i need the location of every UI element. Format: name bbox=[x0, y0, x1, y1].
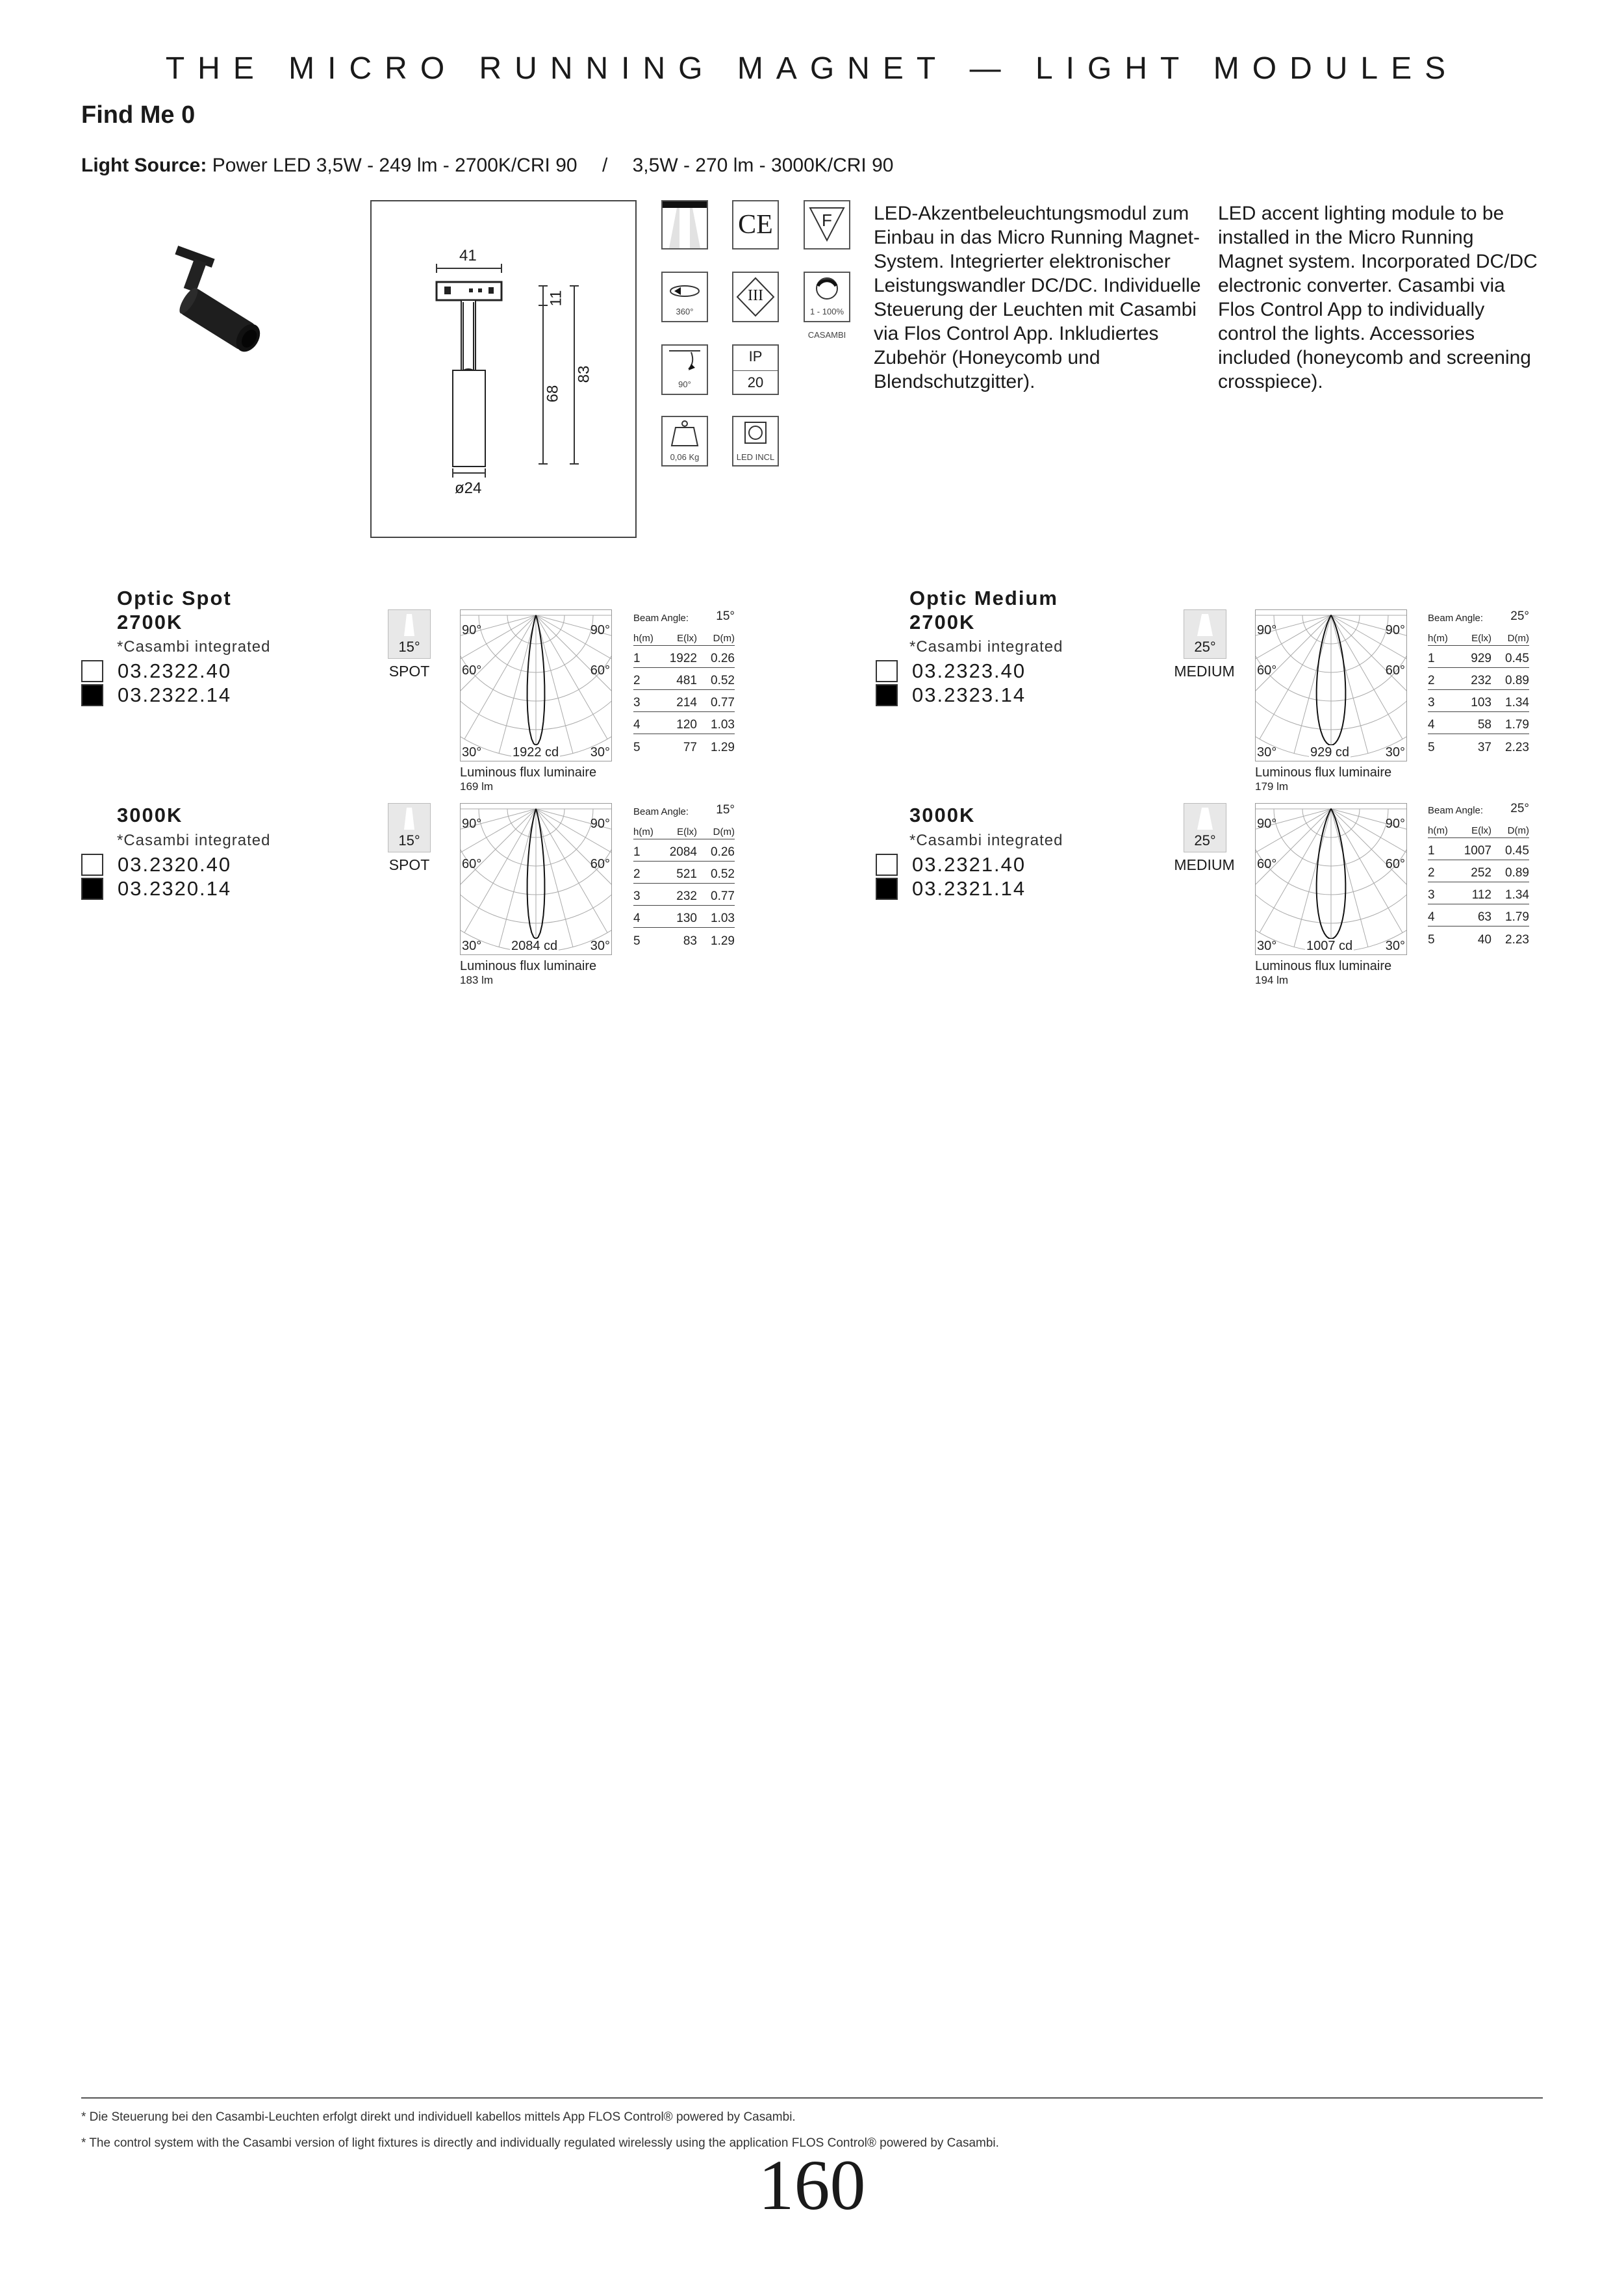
code-row-white bbox=[876, 659, 1026, 683]
rotation-icon: 360° bbox=[661, 272, 708, 322]
f-mark-icon: F bbox=[804, 200, 850, 249]
angle-label-30-right: 30° bbox=[590, 745, 610, 760]
variant-title: Optic Medium bbox=[909, 587, 1058, 609]
beam-angle-label: Beam Angle: bbox=[633, 806, 689, 817]
beam-name: SPOT bbox=[388, 856, 430, 873]
flux-label: Luminous flux luminaire bbox=[1255, 959, 1392, 973]
light-source-b: 3,5W - 270 lm - 3000K/CRI 90 bbox=[632, 155, 894, 176]
product-code: 03.2323.14 bbox=[912, 683, 1026, 706]
white-swatch bbox=[81, 660, 103, 682]
variant-cct: 3000K bbox=[117, 804, 183, 826]
luminous-flux bbox=[460, 959, 596, 988]
beam-angle-value: 25° bbox=[1510, 609, 1529, 623]
casambi-integrated-note: *Casambi integrated bbox=[909, 638, 1063, 656]
class-three-icon: III bbox=[732, 272, 779, 322]
table-row: 1 2084 0.26 bbox=[633, 839, 735, 862]
description-german: LED-Akzentbeleuchtungsmodul zum Einbau in das Micro Running Magnet-System. Integrierter elektronischer Leistungswandler DC/DC. Individuelle Steuerung der Leuchten mit Casambi via Flos Control App. Inkludiertes Zubehör (Honeycomb und Blendschutzgitter). bbox=[874, 203, 1201, 392]
dim-height-mid: 68 bbox=[544, 385, 562, 403]
angle-label-30-right: 30° bbox=[1385, 939, 1405, 953]
table-row: 1 929 0.45 bbox=[1428, 646, 1529, 668]
angle-label-30-left: 30° bbox=[462, 745, 482, 760]
angle-label-90-left: 90° bbox=[1257, 623, 1277, 637]
black-swatch bbox=[81, 878, 103, 900]
angle-label-90-left: 90° bbox=[462, 623, 482, 637]
variant-cct: 2700K bbox=[117, 611, 183, 633]
led-included-icon: LED INCL bbox=[732, 416, 779, 466]
ce-mark-icon: CE bbox=[732, 200, 779, 249]
table-row: 4 120 1.03 bbox=[633, 712, 735, 734]
luminous-flux bbox=[460, 765, 596, 794]
product-name: Find Me 0 bbox=[81, 101, 196, 129]
dimming-icon: 1 - 100% bbox=[804, 272, 850, 322]
beam-name: MEDIUM bbox=[1174, 663, 1235, 680]
footnote-german: * Die Steuerung bei den Casambi-Leuchten erfolgt direkt und individuell kabellos mittels App FLOS Control® powered by Casambi. bbox=[81, 2110, 796, 2124]
table-row: 1 1007 0.45 bbox=[1428, 838, 1529, 860]
white-swatch bbox=[81, 854, 103, 876]
angle-label-30-left: 30° bbox=[462, 939, 482, 953]
table-header: h(m) E(lx) D(m) bbox=[1428, 816, 1529, 838]
angle-label-60-right: 60° bbox=[590, 857, 610, 871]
casambi-integrated-note: *Casambi integrated bbox=[909, 832, 1063, 849]
beam-angle-row bbox=[633, 604, 735, 624]
white-swatch bbox=[876, 854, 898, 876]
casambi-integrated-note: *Casambi integrated bbox=[117, 638, 271, 656]
flux-value: 194 lm bbox=[1255, 974, 1289, 986]
angle-label-30-right: 30° bbox=[590, 939, 610, 953]
flux-value: 179 lm bbox=[1255, 780, 1289, 793]
polar-diagram bbox=[1255, 803, 1407, 955]
candela-value: 2084 cd bbox=[511, 939, 558, 953]
polar-curve bbox=[1256, 610, 1406, 761]
table-row: 3 214 0.77 bbox=[633, 690, 735, 712]
code-row-black bbox=[876, 877, 1026, 901]
casambi-label: CASAMBI bbox=[807, 330, 846, 340]
angle-label-60-left: 60° bbox=[462, 663, 482, 678]
polar-curve bbox=[1256, 804, 1406, 954]
dim-diameter: ø24 bbox=[455, 479, 482, 497]
table-row: 2 521 0.52 bbox=[633, 862, 735, 884]
table-header: h(m) E(lx) D(m) bbox=[633, 624, 735, 646]
beam-name: MEDIUM bbox=[1174, 856, 1235, 873]
photometric-table bbox=[633, 798, 735, 950]
beam-icon: 25° bbox=[1184, 609, 1226, 659]
dim-height-small: 11 bbox=[547, 290, 565, 307]
beam-name: SPOT bbox=[388, 663, 430, 680]
ip-divider bbox=[733, 370, 778, 371]
footnote-english: * The control system with the Casambi version of light fixtures is directly and individually regulated wirelessly using the application FLOS Control® powered by Casambi. bbox=[81, 2136, 999, 2150]
page-number: 160 bbox=[758, 2145, 866, 2225]
beam-angle-label: Beam Angle: bbox=[1428, 805, 1484, 816]
beam-icon: 15° bbox=[388, 609, 431, 659]
table-row: 3 112 1.34 bbox=[1428, 882, 1529, 904]
table-row: 4 63 1.79 bbox=[1428, 904, 1529, 926]
product-code: 03.2320.40 bbox=[118, 853, 232, 876]
polar-curve bbox=[461, 610, 611, 761]
angle-label-30-right: 30° bbox=[1385, 745, 1405, 760]
table-header: h(m) E(lx) D(m) bbox=[1428, 624, 1529, 646]
table-row: 5 77 1.29 bbox=[633, 741, 735, 754]
flux-value: 169 lm bbox=[460, 780, 494, 793]
candela-value: 929 cd bbox=[1310, 745, 1350, 760]
product-code: 03.2322.40 bbox=[118, 659, 232, 682]
polar-diagram bbox=[460, 803, 612, 955]
candela-value: 1007 cd bbox=[1306, 939, 1353, 953]
table-row: 3 103 1.34 bbox=[1428, 690, 1529, 712]
light-source-label: Light Source: bbox=[81, 155, 207, 176]
product-photo bbox=[156, 240, 273, 370]
variant-title: Optic Spot bbox=[117, 587, 232, 609]
light-source-a: Power LED 3,5W - 249 lm - 2700K/CRI 90 bbox=[212, 155, 577, 176]
ip-rating-icon: IP 20 bbox=[732, 344, 779, 395]
angle-label-60-left: 60° bbox=[462, 857, 482, 871]
beam-angle-label: Beam Angle: bbox=[633, 613, 689, 624]
page-title: THE MICRO RUNNING MAGNET — LIGHT MODULES bbox=[165, 51, 1459, 86]
table-row: 5 37 2.23 bbox=[1428, 741, 1529, 754]
table-row: 2 252 0.89 bbox=[1428, 860, 1529, 882]
drawing-lines bbox=[372, 201, 635, 537]
table-row: 2 481 0.52 bbox=[633, 668, 735, 690]
spot-mount-icon bbox=[661, 200, 708, 249]
dim-width: 41 bbox=[459, 247, 477, 264]
table-row: 4 130 1.03 bbox=[633, 906, 735, 928]
technical-drawing bbox=[370, 200, 637, 538]
variant-cct: 2700K bbox=[909, 611, 976, 633]
code-row-black bbox=[81, 683, 231, 707]
table-row: 1 1922 0.26 bbox=[633, 646, 735, 668]
beam-angle-row bbox=[1428, 797, 1529, 816]
footer-rule bbox=[81, 2097, 1543, 2099]
table-header: h(m) E(lx) D(m) bbox=[633, 817, 735, 839]
beam-icon: 15° bbox=[388, 803, 431, 852]
angle-label-30-left: 30° bbox=[1257, 745, 1277, 760]
polar-curve bbox=[461, 804, 611, 954]
code-row-white bbox=[81, 853, 231, 876]
product-code: 03.2322.14 bbox=[118, 683, 232, 706]
candela-value: 1922 cd bbox=[513, 745, 559, 760]
angle-label-90-right: 90° bbox=[590, 817, 610, 831]
code-row-white bbox=[81, 659, 231, 683]
table-row: 4 58 1.79 bbox=[1428, 712, 1529, 734]
light-source-separator: / bbox=[602, 155, 608, 176]
angle-label-90-left: 90° bbox=[1257, 817, 1277, 831]
code-row-black bbox=[81, 877, 231, 901]
polar-diagram bbox=[460, 609, 612, 761]
table-row: 5 83 1.29 bbox=[633, 934, 735, 948]
description-english: LED accent lighting module to be installed in the Micro Running Magnet system. Incorporated DC/DC electronic converter. Casambi via Flos Control App to individually control the lights. Accessories included (honeycomb and screening crosspiece). bbox=[1218, 203, 1538, 392]
photometric-table bbox=[633, 604, 735, 756]
angle-label-60-right: 60° bbox=[590, 663, 610, 678]
flux-value: 183 lm bbox=[460, 974, 494, 986]
luminous-flux bbox=[1255, 959, 1391, 988]
beam-angle-value: 25° bbox=[1510, 802, 1529, 815]
angle-label-60-left: 60° bbox=[1257, 663, 1277, 678]
table-row: 5 40 2.23 bbox=[1428, 933, 1529, 947]
beam-angle-value: 15° bbox=[716, 803, 735, 817]
product-code: 03.2321.14 bbox=[912, 877, 1026, 900]
angle-label-90-left: 90° bbox=[462, 817, 482, 831]
luminous-flux bbox=[1255, 765, 1391, 794]
code-row-white bbox=[876, 853, 1026, 876]
angle-label-60-left: 60° bbox=[1257, 857, 1277, 871]
angle-label-60-right: 60° bbox=[1385, 857, 1405, 871]
black-swatch bbox=[81, 684, 103, 706]
table-row: 3 232 0.77 bbox=[633, 884, 735, 906]
white-swatch bbox=[876, 660, 898, 682]
black-swatch bbox=[876, 684, 898, 706]
dim-height-total: 83 bbox=[575, 365, 593, 383]
casambi-integrated-note: *Casambi integrated bbox=[117, 832, 271, 849]
angle-label-90-right: 90° bbox=[1385, 817, 1405, 831]
photometric-table bbox=[1428, 604, 1529, 756]
flux-label: Luminous flux luminaire bbox=[1255, 765, 1392, 780]
beam-angle-row bbox=[1428, 604, 1529, 624]
beam-icon: 25° bbox=[1184, 803, 1226, 852]
photometric-table bbox=[1428, 797, 1529, 949]
angle-label-90-right: 90° bbox=[590, 623, 610, 637]
angle-label-30-left: 30° bbox=[1257, 939, 1277, 953]
product-code: 03.2323.40 bbox=[912, 659, 1026, 682]
angle-label-60-right: 60° bbox=[1385, 663, 1405, 678]
black-swatch bbox=[876, 878, 898, 900]
product-code: 03.2321.40 bbox=[912, 853, 1026, 876]
weight-icon: 0,06 Kg bbox=[661, 416, 708, 466]
code-row-black bbox=[876, 683, 1026, 707]
beam-angle-row bbox=[633, 798, 735, 817]
flux-label: Luminous flux luminaire bbox=[460, 959, 597, 973]
beam-angle-value: 15° bbox=[716, 609, 735, 623]
product-code: 03.2320.14 bbox=[118, 877, 232, 900]
polar-diagram bbox=[1255, 609, 1407, 761]
flux-label: Luminous flux luminaire bbox=[460, 765, 597, 780]
beam-angle-label: Beam Angle: bbox=[1428, 613, 1484, 624]
tilt-icon: 90° bbox=[661, 344, 708, 395]
light-source bbox=[81, 155, 893, 177]
table-row: 2 232 0.89 bbox=[1428, 668, 1529, 690]
variant-cct: 3000K bbox=[909, 804, 976, 826]
angle-label-90-right: 90° bbox=[1385, 623, 1405, 637]
